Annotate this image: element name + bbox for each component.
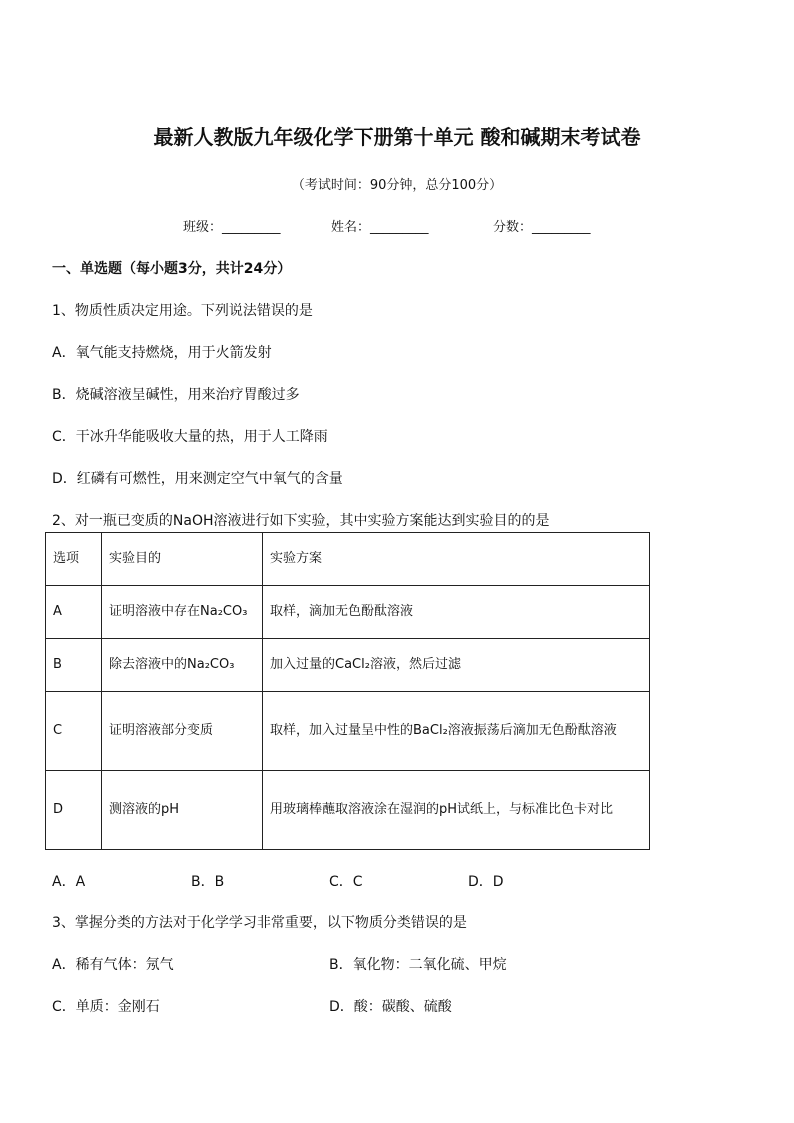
score-field: 分数：_________ xyxy=(493,220,591,235)
table-cell-plan: 用玻璃棒蘸取溶液涂在湿润的pH试纸上，与标准比色卡对比 xyxy=(263,771,650,850)
table-cell-option: B xyxy=(46,639,102,692)
table-header-cell: 实验方案 xyxy=(263,533,650,586)
section-heading: 一、单选题（每小题3分，共计24分） xyxy=(52,261,292,277)
question-2-answer-a: A．A xyxy=(52,874,86,890)
table-cell-option: A xyxy=(46,586,102,639)
class-field: 班级：_________ xyxy=(183,220,281,235)
question-2-stem: 2、对一瓶已变质的NaOH溶液进行如下实验，其中实验方案能达到实验目的的是 xyxy=(52,513,550,529)
table-cell-plan: 加入过量的CaCl₂溶液，然后过滤 xyxy=(263,639,650,692)
table-header-row xyxy=(46,533,650,586)
table-cell-goal: 证明溶液部分变质 xyxy=(102,692,263,771)
table-cell-goal: 除去溶液中的Na₂CO₃ xyxy=(102,639,263,692)
question-2-answer-b: B．B xyxy=(191,874,225,890)
table-row xyxy=(46,692,650,771)
table-cell-plan: 取样，加入过量呈中性的BaCl₂溶液振荡后滴加无色酚酞溶液 xyxy=(263,692,650,771)
table-cell-option: D xyxy=(46,771,102,850)
question-3-stem: 3、掌握分类的方法对于化学学习非常重要，以下物质分类错误的是 xyxy=(52,915,467,931)
exam-title: 最新人教版九年级化学下册第十单元 酸和碱期末考试卷 xyxy=(153,125,641,149)
table-header-cell: 实验目的 xyxy=(102,533,263,586)
table-row xyxy=(46,639,650,692)
question-3-option-d: D．酸：碳酸、硫酸 xyxy=(329,999,452,1015)
name-field: 姓名：_________ xyxy=(331,220,429,235)
table-cell-option: C xyxy=(46,692,102,771)
table-cell-goal: 证明溶液中存在Na₂CO₃ xyxy=(102,586,263,639)
experiment-table xyxy=(45,532,650,850)
question-1-option-d: D．红磷有可燃性，用来测定空气中氧气的含量 xyxy=(52,471,343,487)
table-row xyxy=(46,771,650,850)
question-3-option-b: B．氧化物：二氧化硫、甲烷 xyxy=(329,957,507,973)
question-1-option-b: B．烧碱溶液呈碱性，用来治疗胃酸过多 xyxy=(52,387,300,403)
table-cell-plan: 取样，滴加无色酚酞溶液 xyxy=(263,586,650,639)
question-1-option-c: C．干冰升华能吸收大量的热，用于人工降雨 xyxy=(52,429,328,445)
table-cell-goal: 测溶液的pH xyxy=(102,771,263,850)
table-row xyxy=(46,586,650,639)
question-3-option-c: C．单质：金刚石 xyxy=(52,999,160,1015)
question-2-answer-c: C．C xyxy=(329,874,363,890)
question-1-stem: 1、物质性质决定用途。下列说法错误的是 xyxy=(52,303,313,319)
question-1-option-a: A．氧气能支持燃烧，用于火箭发射 xyxy=(52,345,272,361)
question-3-option-a: A．稀有气体：氖气 xyxy=(52,957,174,973)
exam-subtitle: （考试时间：90分钟，总分100分） xyxy=(291,178,503,193)
table-header-cell: 选项 xyxy=(46,533,102,586)
question-2-answer-d: D．D xyxy=(468,874,504,890)
